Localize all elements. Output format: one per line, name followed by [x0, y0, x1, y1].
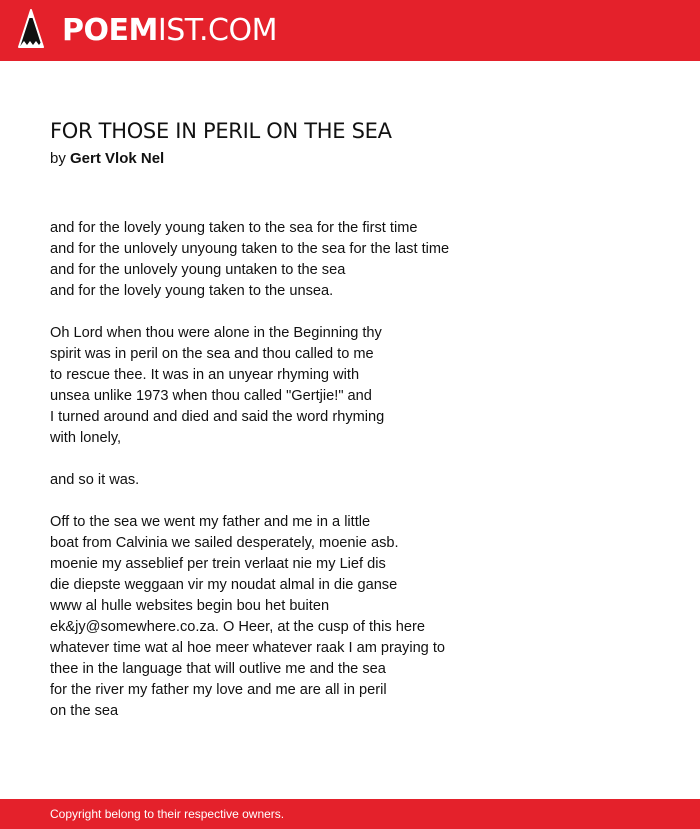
site-header [0, 0, 700, 61]
poem-line: and for the unlovely young untaken to the sea [50, 262, 346, 278]
poem-line: Off to the sea we went my father and me in a little [50, 514, 371, 530]
poem-line: moenie my asseblief per trein verlaat nie my Lief dis [50, 556, 386, 572]
poem-line: whatever time wat al hoe meer whatever raak I am praying to [50, 640, 446, 656]
poem-line: spirit was in peril on the sea and thou called to me [50, 346, 374, 362]
poem-line: thee in the language that will outlive me and the sea [50, 661, 386, 677]
by-label: by [50, 150, 66, 167]
pencil-tip-icon[interactable] [18, 9, 44, 51]
stanza-break [50, 449, 449, 470]
stanza-break [50, 491, 449, 512]
poem-author: Gert Vlok Nel [70, 150, 165, 167]
poem-line: and for the unlovely unyoung taken to the sea for the last time [50, 241, 450, 257]
poem-line: www al hulle websites begin bou het buiten [50, 598, 330, 614]
poem-line: unsea unlike 1973 when thou called "Gertjie!" and [50, 388, 372, 404]
poem-line: die diepste weggaan vir my noudat almal in die ganse [50, 577, 398, 593]
poem-line: and so it was. [50, 472, 140, 488]
poem-line: to rescue thee. It was in an unyear rhyming with [50, 367, 360, 383]
stanza-break [50, 302, 449, 323]
poem-line: with lonely, [50, 430, 122, 446]
poem-line: I turned around and died and said the word rhyming [50, 409, 385, 425]
poem-title: FOR THOSE IN PERIL ON THE SEA [50, 119, 392, 143]
poem-line: Oh Lord when thou were alone in the Beginning thy [50, 325, 382, 341]
poem-line: boat from Calvinia we sailed desperately, moenie asb. [50, 535, 399, 551]
logo-bold-text: POEM [62, 13, 158, 48]
poem-line: and for the lovely young taken to the sea for the first time [50, 220, 418, 236]
site-footer [0, 799, 700, 829]
poem-line: and for the lovely young taken to the unsea. [50, 283, 334, 299]
logo-light-text: IST.COM [157, 13, 277, 48]
copyright-text: Copyright belong to their respective owners. [50, 807, 285, 821]
poem-byline [50, 148, 164, 170]
poem-body [50, 218, 449, 722]
poem-line: on the sea [50, 703, 119, 719]
poem-line: for the river my father my love and me are all in peril [50, 682, 387, 698]
poem-line: ek&jy@somewhere.co.za. O Heer, at the cusp of this here [50, 619, 425, 635]
site-logo[interactable] [62, 11, 277, 51]
